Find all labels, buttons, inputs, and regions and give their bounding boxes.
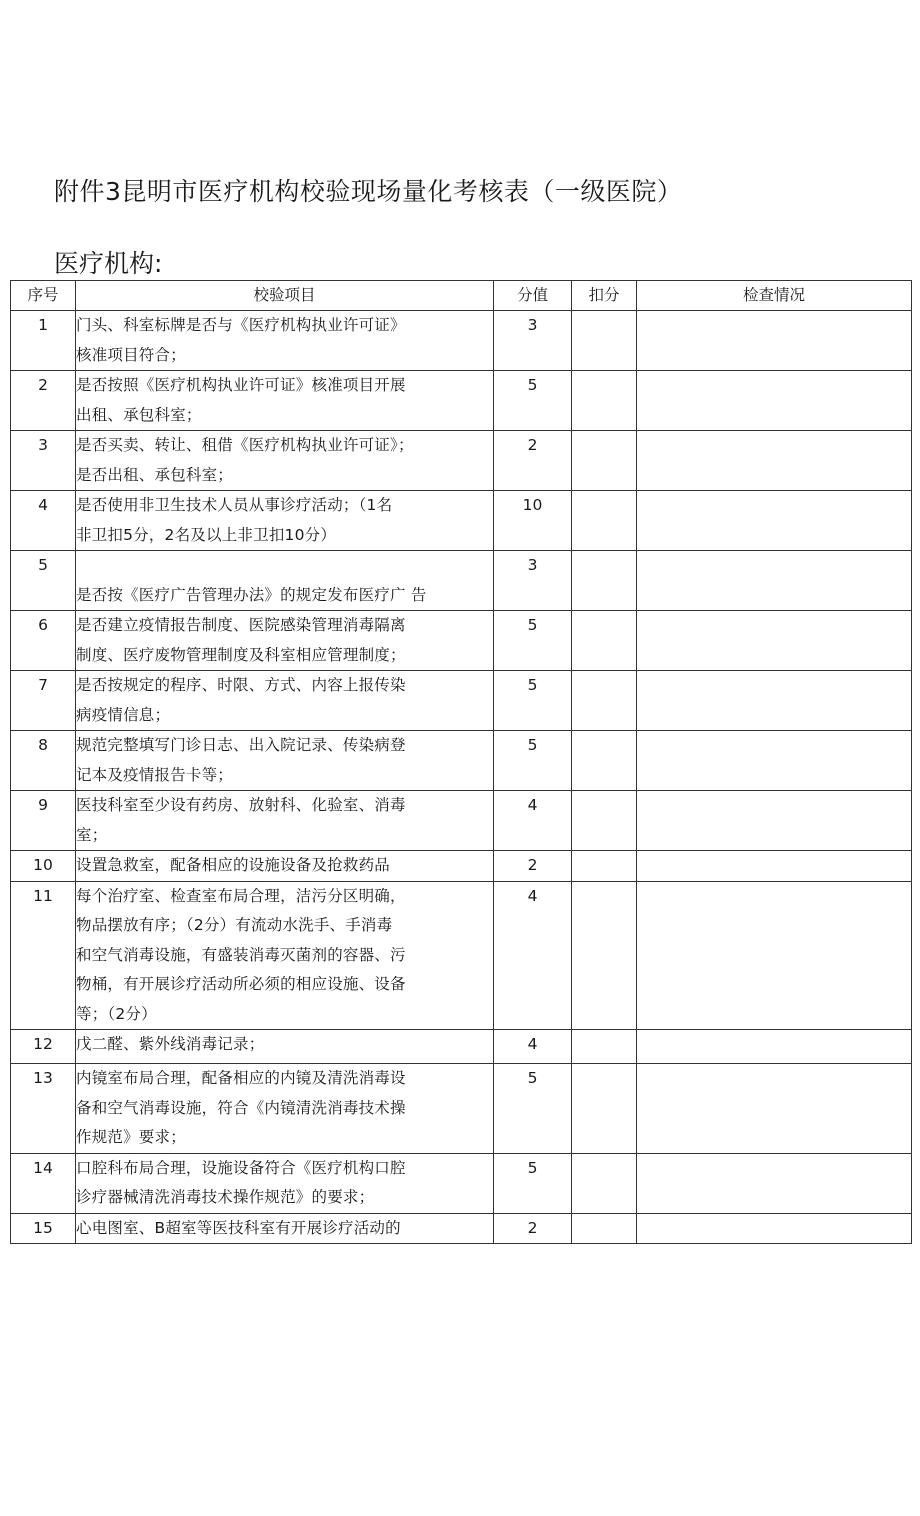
table-row	[11, 491, 912, 551]
row-item	[76, 371, 494, 431]
table-row	[11, 1064, 912, 1154]
item-text-line: 是否按规定的程序、时限、方式、内容上报传染	[76, 676, 406, 694]
table-row	[11, 551, 912, 611]
header-score: 分值	[494, 281, 572, 311]
row-number: 9	[11, 791, 76, 851]
row-number: 6	[11, 611, 76, 671]
row-item	[76, 311, 494, 371]
row-number: 8	[11, 731, 76, 791]
row-number: 11	[11, 881, 76, 1030]
item-text-line: 室；	[76, 825, 108, 844]
table-row	[11, 791, 912, 851]
row-deduct-cell[interactable]	[572, 431, 637, 491]
row-check-cell[interactable]	[637, 1030, 912, 1064]
row-score: 5	[494, 371, 572, 431]
item-text-line: 和空气消毒设施，有盛装消毒灭菌剂的容器、污	[76, 945, 406, 964]
item-text-line: 作规范》要求；	[76, 1128, 186, 1146]
row-score: 4	[494, 1030, 572, 1064]
item-text-line	[76, 551, 493, 581]
row-score: 3	[494, 551, 572, 611]
item-text-line: 诊疗器械清洗消毒技术操作规范》的要求；	[76, 1188, 375, 1206]
row-deduct-cell[interactable]	[572, 611, 637, 671]
row-item	[76, 431, 494, 491]
item-text-line: 每个治疗室、检查室布局合理，洁污分区明确，	[76, 886, 406, 905]
document-title: 附件3昆明市医疗机构校验现场量化考核表（一级医院）	[54, 177, 683, 206]
table-row	[11, 1030, 912, 1064]
row-deduct-cell[interactable]	[572, 881, 637, 1030]
row-number: 5	[11, 551, 76, 611]
row-number: 14	[11, 1153, 76, 1213]
row-score: 2	[494, 1213, 572, 1244]
row-deduct-cell[interactable]	[572, 671, 637, 731]
row-check-cell[interactable]	[637, 671, 912, 731]
header-check: 检查情况	[637, 281, 912, 311]
row-number: 4	[11, 491, 76, 551]
row-number: 13	[11, 1064, 76, 1154]
row-check-cell[interactable]	[637, 1153, 912, 1213]
item-text-line: 是否按照《医疗机构执业许可证》核准项目开展	[76, 376, 406, 394]
item-text-line: 备和空气消毒设施，符合《内镜清洗消毒技术操	[76, 1098, 406, 1117]
item-text-line: 是否买卖、转让、租借《医疗机构执业许可证》；	[76, 436, 414, 454]
table-row	[11, 881, 912, 1030]
item-text-line: 心电图室、B超室等医技科室有开展诊疗活动的	[76, 1218, 401, 1237]
row-check-cell[interactable]	[637, 881, 912, 1030]
row-score: 5	[494, 1153, 572, 1213]
table-row	[11, 671, 912, 731]
row-deduct-cell[interactable]	[572, 371, 637, 431]
item-text-line: 设置急救室，配备相应的设施设备及抢救药品	[76, 856, 391, 874]
row-number: 3	[11, 431, 76, 491]
row-deduct-cell[interactable]	[572, 1153, 637, 1213]
table-header-row	[11, 281, 912, 311]
row-item	[76, 731, 494, 791]
row-score: 2	[494, 431, 572, 491]
table-row	[11, 851, 912, 882]
row-item	[76, 1064, 494, 1154]
row-check-cell[interactable]	[637, 791, 912, 851]
row-item	[76, 551, 494, 611]
row-check-cell[interactable]	[637, 431, 912, 491]
row-deduct-cell[interactable]	[572, 1064, 637, 1154]
item-text-line: 规范完整填写门诊日志、出入院记录、传染病登	[76, 736, 406, 754]
item-text-line: 物桶，有开展诊疗活动所必须的相应设施、设备	[76, 975, 406, 993]
item-text-line: 病疫情信息；	[76, 705, 171, 724]
row-number: 1	[11, 311, 76, 371]
row-deduct-cell[interactable]	[572, 551, 637, 611]
row-item	[76, 491, 494, 551]
row-score: 5	[494, 671, 572, 731]
row-item	[76, 791, 494, 851]
item-text-line: 内镜室布局合理，配备相应的内镜及清洗消毒设	[76, 1069, 406, 1087]
item-text-line: 医技科室至少设有药房、放射科、化验室、消毒	[76, 796, 406, 814]
item-text-line: 非卫扣5分，2名及以上非卫扣10分）	[76, 525, 337, 544]
row-deduct-cell[interactable]	[572, 851, 637, 882]
row-check-cell[interactable]	[637, 1064, 912, 1154]
item-text-line: 记本及疫情报告卡等；	[76, 765, 234, 784]
row-check-cell[interactable]	[637, 371, 912, 431]
table-row	[11, 731, 912, 791]
table-row	[11, 431, 912, 491]
row-score: 3	[494, 311, 572, 371]
item-text-line: 物品摆放有序；（2分）有流动水洗手、手消毒	[76, 916, 393, 934]
header-item: 校验项目	[76, 281, 494, 311]
row-item	[76, 881, 494, 1030]
row-item	[76, 1030, 494, 1064]
row-deduct-cell[interactable]	[572, 491, 637, 551]
row-number: 12	[11, 1030, 76, 1064]
row-number: 10	[11, 851, 76, 882]
row-check-cell[interactable]	[637, 311, 912, 371]
row-score: 5	[494, 731, 572, 791]
item-text-line: 等；（2分）	[76, 1004, 157, 1023]
header-no: 序号	[11, 281, 76, 311]
item-text-line: 是否使用非卫生技术人员从事诊疗活动；（1名	[76, 496, 393, 514]
row-score: 4	[494, 881, 572, 1030]
table-row	[11, 371, 912, 431]
row-check-cell[interactable]	[637, 1213, 912, 1244]
item-text-line: 出租、承包科室；	[76, 405, 202, 424]
row-check-cell[interactable]	[637, 551, 912, 611]
item-text-line: 制度、医疗废物管理制度及科室相应管理制度；	[76, 645, 406, 664]
table-row	[11, 1213, 912, 1244]
row-deduct-cell[interactable]	[572, 1213, 637, 1244]
item-text-line: 核准项目符合；	[76, 345, 186, 364]
row-deduct-cell[interactable]	[572, 1030, 637, 1064]
row-score: 4	[494, 791, 572, 851]
row-score: 10	[494, 491, 572, 551]
row-check-cell[interactable]	[637, 491, 912, 551]
assessment-table	[10, 280, 912, 1244]
table-row	[11, 311, 912, 371]
table-row	[11, 1153, 912, 1213]
row-item	[76, 851, 494, 882]
item-text-line: 是否建立疫情报告制度、医院感染管理消毒隔离	[76, 616, 406, 634]
org-label: 医疗机构:	[54, 249, 163, 278]
row-number: 15	[11, 1213, 76, 1244]
item-text-line: 门头、科室标牌是否与《医疗机构执业许可证》	[76, 316, 406, 334]
row-score: 5	[494, 1064, 572, 1154]
row-number: 2	[11, 371, 76, 431]
row-deduct-cell[interactable]	[572, 731, 637, 791]
row-check-cell[interactable]	[637, 611, 912, 671]
item-text-line: 戊二醛、紫外线消毒记录；	[76, 1035, 265, 1053]
item-text-line: 口腔科布局合理，设施设备符合《医疗机构口腔	[76, 1158, 406, 1177]
table-body	[11, 311, 912, 1244]
row-deduct-cell[interactable]	[572, 791, 637, 851]
row-number: 7	[11, 671, 76, 731]
header-deduct: 扣分	[572, 281, 637, 311]
item-text-line: 是否出租、承包科室；	[76, 465, 234, 484]
row-deduct-cell[interactable]	[572, 311, 637, 371]
row-score: 5	[494, 611, 572, 671]
row-item	[76, 1213, 494, 1244]
table-row	[11, 611, 912, 671]
row-check-cell[interactable]	[637, 851, 912, 882]
row-item	[76, 611, 494, 671]
item-text-line: 是否按《医疗广告管理办法》的规定发布医疗广 告	[76, 585, 427, 604]
row-score: 2	[494, 851, 572, 882]
row-check-cell[interactable]	[637, 731, 912, 791]
row-item	[76, 1153, 494, 1213]
row-item	[76, 671, 494, 731]
